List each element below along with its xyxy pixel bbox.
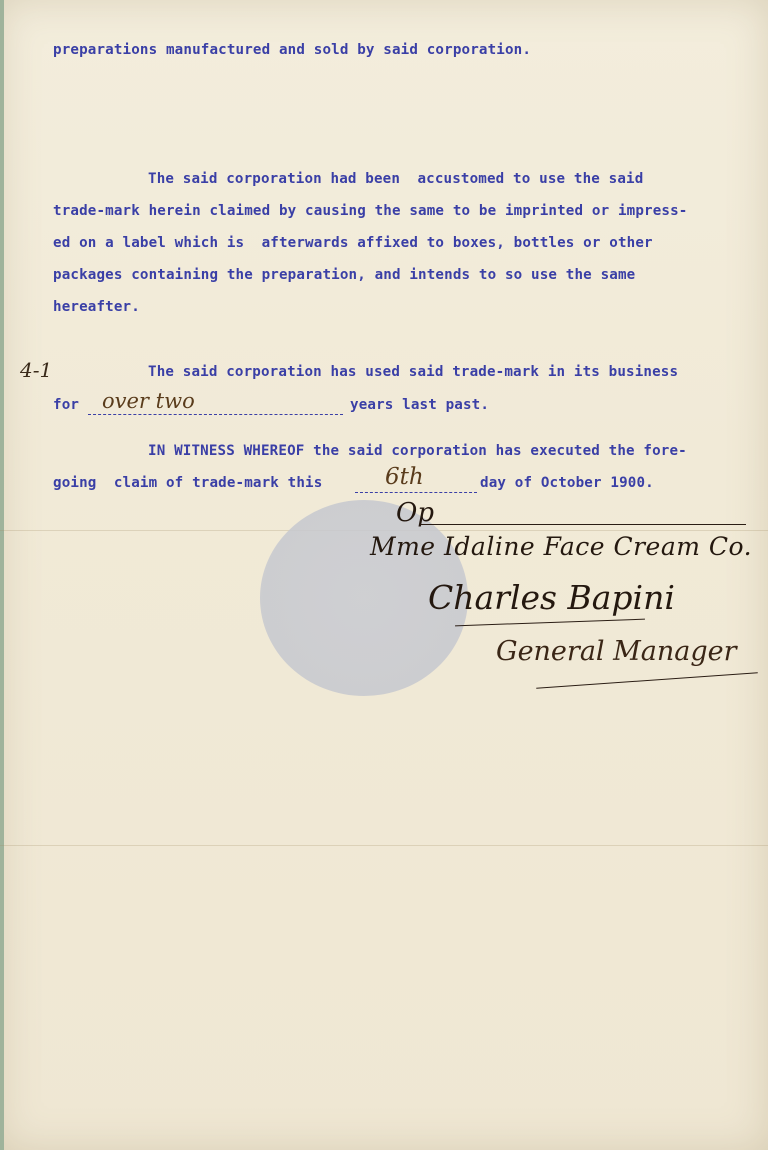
text-line: The said corporation has used said trade-mark in its business: [148, 364, 679, 380]
text-line: hereafter.: [53, 299, 140, 315]
text-line: The said corporation had been accustomed to use the said: [148, 171, 644, 187]
page-edge: [0, 0, 4, 1150]
text-line: ed on a label which is afterwards affixed to boxes, bottles or other: [53, 235, 653, 251]
text-line: day of October 1900.: [480, 475, 654, 491]
text-line: preparations manufactured and sold by said corporation.: [53, 42, 532, 58]
signature-title: General Manager: [496, 636, 737, 667]
signature-flourish: [455, 619, 645, 627]
signature-company: Mme Idaline Face Cream Co.: [370, 532, 753, 561]
text-line: for: [53, 397, 80, 413]
text-line: IN WITNESS WHEREOF the said corporation has executed the fore-: [148, 443, 687, 459]
signature-underline: [536, 672, 758, 688]
signature-line: [420, 524, 746, 525]
fold-crease: [0, 845, 768, 846]
day-blank-line: [355, 492, 477, 493]
text-line: going claim of trade-mark this: [53, 475, 323, 491]
signature-initials: Op: [396, 498, 434, 528]
margin-note: 4-1: [20, 358, 53, 382]
day-filled-in: 6th: [385, 464, 424, 490]
years-blank-line: [88, 414, 343, 415]
signature-name: Charles Bapini: [428, 578, 675, 617]
text-line: years last past.: [350, 397, 490, 413]
years-filled-in: over two: [102, 389, 195, 413]
text-line: trade-mark herein claimed by causing the same to be imprinted or impress-: [53, 203, 688, 219]
text-line: packages containing the preparation, and intends to so use the same: [53, 267, 636, 283]
